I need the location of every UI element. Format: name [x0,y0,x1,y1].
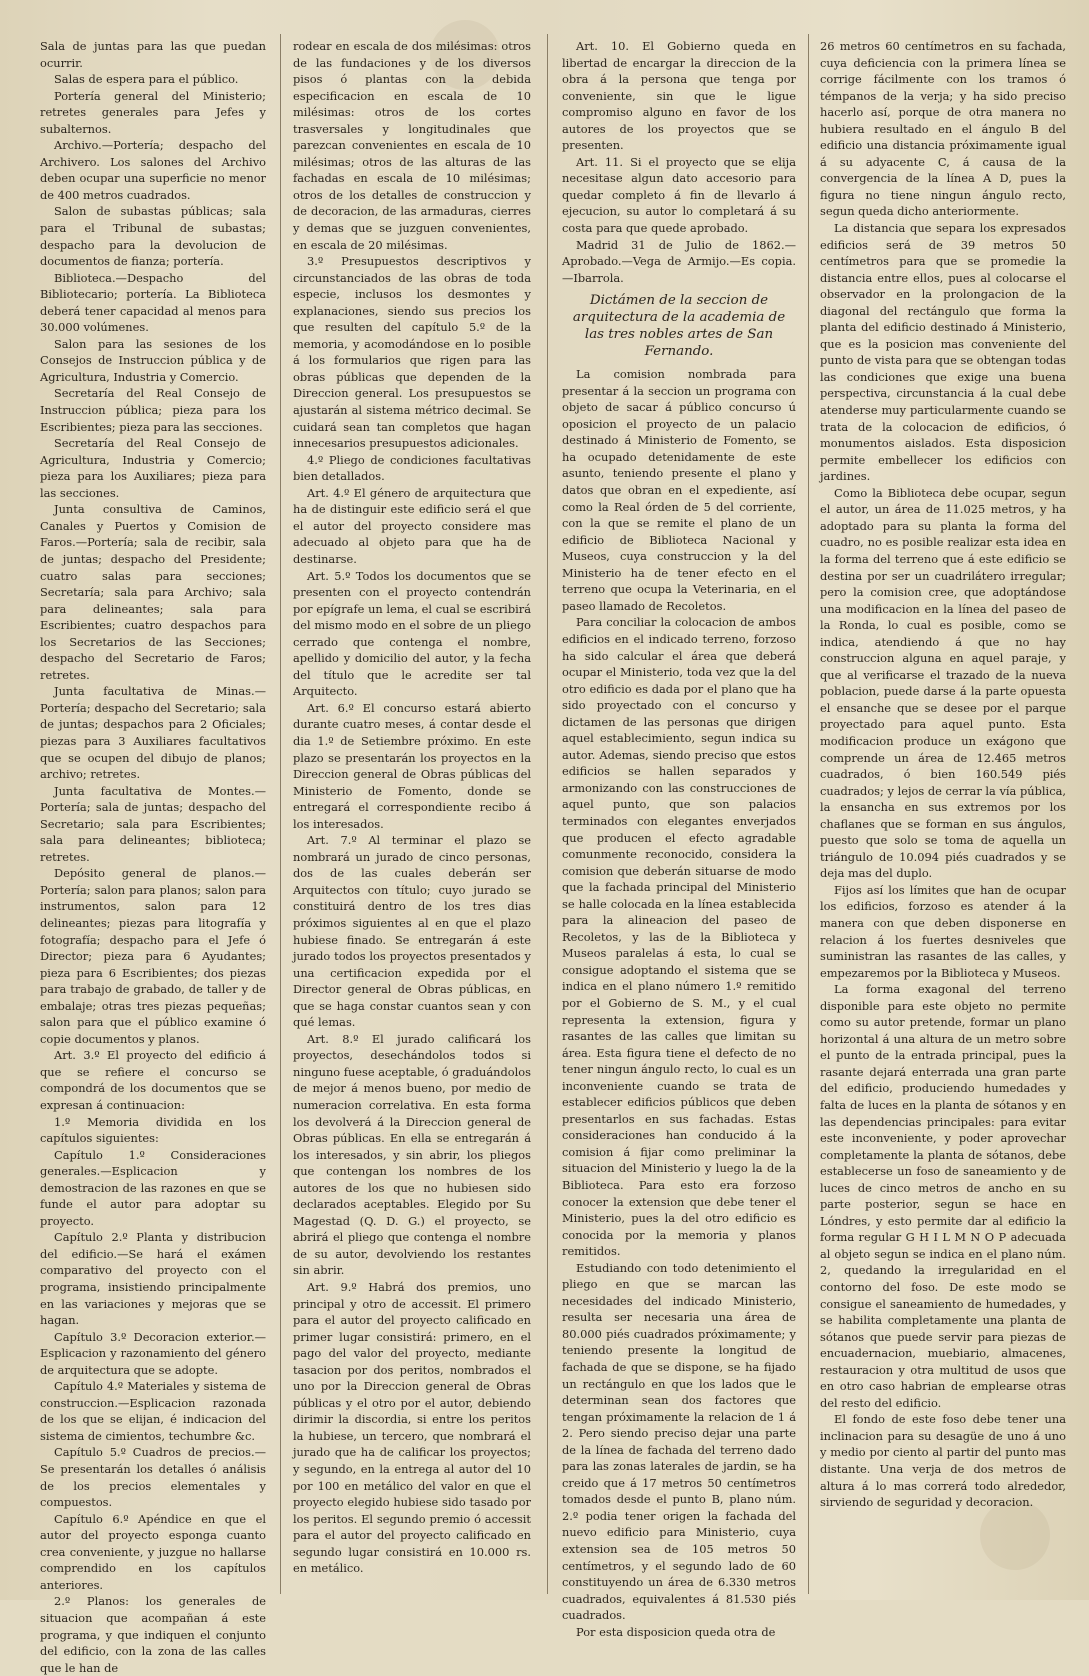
paragraph: La distancia que separa los expresados edificios será de 39 metros 50 centímetros para que se promedie la distancia entre ellos, pues al colocarse el observador en la prolongacion de la diagonal del rectángulo que forma la planta del edificio destinado á Ministerio, que es la posicion mas conveniente del punto de vista para que se obtengan todas las condiciones que exige una buena perspectiva, circunstancia á la cual debe atenderse muy particularmente cuando se trata de la colocacion de edificios, ó monumentos aislados. Esta disposicion permite embellecer los edificios con jardines. [820,221,1066,484]
paragraph: Sala de juntas para las que puedan ocurrir. [40,39,266,70]
paragraph: Secretaría del Real Consejo de Instruccion pública; pieza para los Escribientes; pieza para las secciones. [40,386,266,434]
column-rule [808,34,809,1594]
paragraph: Para conciliar la colocacion de ambos edificios en el indicado terreno, forzoso ha sido calcular el área que deberá ocupar el Ministerio, toda vez que la del otro edificio es dada por el plano que ha sido proyectado con el concurso y dictamen de las personas que dirigen aquel establecimiento, segun indica su autor. Ademas, siendo preciso que estos edificios se hallen separados y armonizando con las construcciones de aquel punto, que son palacios terminados con elegantes enverjados que producen el efecto agradable comunmente reconocido, considera la comision que deberán situarse de modo que la fachada principal del Ministerio se halle colocada en la línea establecida para la alineacion del paseo de Recoletos, y las de la Biblioteca y Museos paralelas á esta, lo cual se consigue adoptando el sistema que se indica en el plano número 1.º remitido por el Gobierno de S. M., y el cual representa la extension, figura y rasantes de las calles que limitan su área. Esta figura tiene el defecto de no tener ningun ángulo recto, lo cual es un inconveniente cuando se trata de establecer edificios públicos que deben presentarlos en sus fachadas. Estas consideraciones han conducido á la comision á fijar como preliminar la situacion del Ministerio y luego la de la Biblioteca. Para esto era forzoso conocer la extension que debe tener el Ministerio, pues la del otro edificio es conocida por la memoria y planos remitidos. [562,615,796,1259]
paragraph: Capítulo 5.º Cuadros de precios.—Se presentarán los detalles ó análisis de los precios elementales y compuestos. [40,1445,266,1510]
paragraph: Art. 10. El Gobierno queda en libertad de encargar la direccion de la obra á la persona que tenga por conveniente, sin que le ligue compromiso alguno en favor de los autores de los proyectos que se presenten. [562,39,796,153]
paragraph: Como la Biblioteca debe ocupar, segun el autor, un área de 11.025 metros, y ha adoptado para su planta la forma del cuadro, no es posible realizar esta idea en la forma del terreno que á este edificio se destina por ser un cuadrilátero irregular; pero la comision cree, que adoptándose una modificacion en la línea del paseo de la Ronda, lo cual es posible, como se indica, atendiendo á que no hay construccion alguna en aquel paraje, y que al verificarse el trazado de la nueva poblacion, puede darse á la parte opuesta el ensanche que se desee por el parque proyectado para aquel punto. Esta modificacion produce un exágono que comprende un área de 12.465 metros cuadrados, ó bien 160.549 piés cuadrados; y lejos de cerrar la vía pública, la ensancha en sus extremos por los chaflanes que se forman en sus ángulos, puesto que solo se toma de aquella un triángulo de 10.094 piés cuadrados y se deja mas del duplo. [820,485,1066,881]
paragraph: Madrid 31 de Julio de 1862.—Aprobado.—Vega de Armijo.—Es copia.—Ibarrola. [562,237,796,285]
column-2 [293,38,531,1594]
paragraph: Por esta disposicion queda otra de [576,1624,776,1639]
column-3-bottom [562,366,796,1640]
paragraph: Biblioteca.—Despacho del Bibliotecario; portería. La Biblioteca deberá tener capacidad al menos para 30.000 volúmenes. [40,270,266,335]
paragraph: Portería general del Ministerio; retretes generales para Jefes y subalternos. [40,88,266,136]
paragraph: 1.º Memoria dividida en los capítulos siguientes: [40,1114,266,1146]
paragraph: Art. 4.º El género de arquitectura que ha de distinguir este edificio será el que el autor del proyecto considere mas adecuado al objeto para que ha de destinarse. [293,485,531,566]
paragraph: 26 metros 60 centímetros en su fachada, cuya deficiencia con la primera línea se corrige fácilmente con los tramos ó témpanos de la verja; y ha sido preciso hacerlo así, porque de otra manera no hubiera resultado en el ángulo B del edificio una distancia próximamente igual á su adyacente C, á causa de la convergencia de la línea A D, pues la figura no tiene ningun ángulo recto, segun queda dicho anteriormente. [820,39,1066,219]
paragraph: La forma exagonal del terreno disponible para este objeto no permite como su autor pretende, formar un plano horizontal á una altura de un metro sobre el punto de la entrada principal, pues la rasante dejará enterrada una gran parte del edificio, produciendo humedades y falta de luces en la planta de sótanos y en las dependencias principales: para evitar este inconveniente, y poder aprovechar completamente la planta de sótanos, debe establecerse un foso de saneamiento y de luces de cinco metros de ancho en su parte posterior, segun se hace en Lóndres, y esto permite dar al edificio la forma regular G H I L M N O P adecuada al objeto segun se indica en el plano núm. 2, quedando la irregularidad en el contorno del foso. De este modo se consigue el saneamiento de humedades, y se habilita completamente una planta de sótanos que puede servir para piezas de encuadernacion, muebiario, almacenes, restauracion y otra multitud de usos que en otro caso habrian de emplearse otras del resto del edificio. [820,982,1066,1410]
paragraph: Junta consultiva de Caminos, Canales y Puertos y Comision de Faros.—Portería; sala de recibir, sala de juntas; despacho del Presidente; cuatro salas para secciones; Secretaría; sala para Archivo; sala para delineantes; sala para Escribientes; cuatro despachos para los Secretarios de las Secciones; despacho del Secretario de Faros; retretes. [40,502,266,682]
paragraph: Art. 7.º Al terminar el plazo se nombrará un jurado de cinco personas, dos de las cuales deberán ser Arquitectos con título; cuyo jurado se constituirá dentro de los tres dias próximos siguientes al en que el plazo hubiese finado. Se entregarán á este jurado todos los proyectos presentados y una certificacion expedida por el Director general de Obras públicas, en que se haga constar cuantos sean y con qué lemas. [293,833,531,1030]
column-3 [562,38,796,1639]
column-rule [280,34,281,1594]
paragraph: Capítulo 4.º Materiales y sistema de construccion.—Esplicacion razonada de los que se elijan, é indicacion del sistema de cimientos, techumbre &c. [40,1379,266,1443]
paragraph: Estudiando con todo detenimiento el pliego en que se marcan las necesidades del indicado Ministerio, resulta ser necesaria una área de 80.000 piés cuadrados próximamente; y teniendo presente la longitud de fachada de que se dispone, se ha fijado un rectángulo en que los lados que le determinan sean dos factores que tengan próximamente la relacion de 1 á 2. Pero siendo preciso dejar una parte de la línea de fachada del terreno dado para las zonas laterales de jardin, se ha creido que á 17 metros 50 centímetros tomados desde el punto B, plano núm. 2.º podia tener origen la fachada del nuevo edificio para Ministerio, cuya extension sea de 105 metros 50 centímetros, y el segundo lado de 60 constituyendo un área de 6.330 metros cuadrados, equivalentes á 81.530 piés cuadrados. [562,1260,796,1623]
column-1 [40,38,266,1675]
paragraph: Art. 6.º El concurso estará abierto durante cuatro meses, á contar desde el dia 1.º de Setiembre próximo. En este plazo se presentarán los proyectos en la Direccion general de Obras públicas del Ministerio de Fomento, donde se entregará el correspondiente recibo á los interesados. [293,700,531,831]
paragraph: Junta facultativa de Minas.—Portería; despacho del Secretario; sala de juntas; despachos para 2 Oficiales; piezas para 3 Auxiliares facultativos que se ocupen del dibujo de planos; archivo; retretes. [40,684,266,782]
paragraph: rodear en escala de dos milésimas: otros de las fundaciones y de los diversos pisos ó plantas con la debida especificacion en escala de 10 milésimas: otros de los cortes trasversales y longitudinales que parezcan convenientes en escala de 10 milésimas; otros de las alturas de las fachadas en escala de 10 milésimas; otros de los detalles de construccion y de decoracion, de las armaduras, cierres y demas que se juzguen convenientes, en escala de 20 milésimas. [293,39,531,252]
paragraph: Depósito general de planos.—Portería; salon para planos; salon para instrumentos, salon para 12 delineantes; piezas para litografía y fotografía; despacho para el Jefe ó Director; pieza para 6 Ayudantes; pieza para 6 Escribientes; dos piezas para trabajo de grabado, de taller y de embalaje; otras tres piezas pequeñas; salon para que el público examine ó copie documentos y planos. [40,866,266,1046]
paragraph: Capítulo 2.º Planta y distribucion del edificio.—Se hará el exámen comparativo del proyecto con el programa, insistiendo principalmente en las variaciones y mejoras que se hagan. [40,1230,266,1328]
paragraph: El fondo de este foso debe tener una inclinacion para su desagüe de uno á uno y medio por ciento al partir del punto mas distante. Una verja de dos metros de altura á lo mas correrá todo alrededor, sirviendo de seguridad y decoracion. [820,1412,1066,1510]
paragraph: Fijos así los límites que han de ocupar los edificios, forzoso es atender á la manera con que deben disponerse en relacion á los fuertes desniveles que suministran las rasantes de las calles, y empezaremos por la Biblioteca y Museos. [820,882,1066,980]
paragraph: Art. 11. Si el proyecto que se elija necesitase algun dato accesorio para quedar completo á fin de llevarlo á ejecucion, su autor lo completará á su costa para que quede aprobado. [562,154,796,236]
paragraph: Art. 8.º El jurado calificará los proyectos, desechándolos todos si ninguno fuese aceptable, ó graduándolos de mejor á menos bueno, por medio de numeracion correlativa. En esta forma los devolverá á la Direccion general de Obras públicas. En ella se entregarán á los interesados, y sin abrir, los pliegos que contengan los nombres de los autores de los que no hubiesen sido declarados aceptables. Elegido por Su Magestad (Q. D. G.) el proyecto, se abrirá el pliego que contenga el nombre de su autor, devolviendo los restantes sin abrir. [293,1031,532,1278]
paragraph: Secretaría del Real Consejo de Agricultura, Industria y Comercio; pieza para los Auxiliares; pieza para las secciones. [40,436,266,500]
paragraph: Capítulo 3.º Decoracion exterior.—Esplicacion y razonamiento del género de arquitectura que se adopte. [40,1329,266,1377]
column-4 [820,38,1066,1594]
paragraph: 4.º Pliego de condiciones facultativas bien detallados. [293,452,531,484]
report-heading: Dictámen de la seccion de arquitectura de la academia de las tres nobles artes de San Fernando. [572,293,786,360]
paragraph: Capítulo 1.º Consideraciones generales.—Esplicacion y demostracion de las razones en que se funde el autor para adoptar su proyecto. [40,1147,266,1228]
paragraph: Art. 9.º Habrá dos premios, uno principal y otro de accessit. El primero para el autor del proyecto calificado en primer lugar consistirá: primero, en el pago del valor del proyecto, mediante tasacion por dos peritos, nombrados el uno por la Direccion general de Obras públicas y el otro por el autor, debiendo dirimir la discordia, si entre los peritos la hubiese, un tercero, que nombrará el jurado que ha de calificar los proyectos; y segundo, en la entrega al autor del 10 por 100 en metálico del valor en que el proyecto elegido hubiese sido tasado por los peritos. El segundo premio ó accessit para el autor del proyecto calificado en segundo lugar consistirá en 10.000 rs. en metálico. [293,1280,531,1576]
paragraph: 3.º Presupuestos descriptivos y circunstanciados de las obras de toda especie, inclusos los desmontes y explanaciones, siendo sus precios los que resulten del capítulo 5.º de la memoria, y acomodándose en lo posible á los formularios que rigen para las obras públicas que dependen de la Direccion general. Los presupuestos se ajustarán al sistema métrico decimal. Se cuidará sean tan completos que hagan innecesarios presupuestos adicionales. [293,254,531,451]
paragraph: Salon de subastas públicas; sala para el Tribunal de subastas; despacho para la devolucion de documentos de fianza; portería. [40,204,266,269]
paragraph: La comision nombrada para presentar á la seccion un programa con objeto de sacar á público concurso ú oposicion el proyecto de un palacio destinado á Ministerio de Fomento, se ha ocupado detenidamente de este asunto, teniendo presente el plano y datos que obran en el expediente, así como la Real órden de 5 del corriente, con la que se remite el plano de un edificio de Biblioteca Nacional y Museos, cuya construccion y la del Ministerio ha de tener efecto en el terreno que ocupa la Veterinaria, en el paseo llamado de Recoletos. [562,367,796,613]
paragraph: Archivo.—Portería; despacho del Archivero. Los salones del Archivo deben ocupar una superficie no menor de 400 metros cuadrados. [40,138,266,202]
paragraph: Capítulo 6.º Apéndice en que el autor del proyecto esponga cuanto crea conveniente, y juzgue no hallarse comprendido en los capítulos anteriores. [40,1511,266,1592]
paragraph: Art. 5.º Todos los documentos que se presenten con el proyecto contendrán por epígrafe un lema, el cual se escribirá del mismo modo en el sobre de un pliego cerrado que contenga el nombre, apellido y domicilio del autor, y la fecha del título que le acredite ser tal Arquitecto. [293,568,531,699]
paragraph: Salas de espera para el público. [54,72,239,87]
column-rule [547,34,548,1594]
paragraph: 2.º Planos: los generales de situacion que acompañan á este programa, y que indiquen el conjunto del edificio, con la zona de las calles que le han de [40,1594,266,1675]
paragraph: Salon para las sesiones de los Consejos de Instruccion pública y de Agricultura, Industria y Comercio. [40,336,266,384]
paragraph: Art. 3.º El proyecto del edificio á que se refiere el concurso se compondrá de los documentos que se expresan á continuacion: [40,1048,266,1112]
column-3-top [562,38,796,286]
paragraph: Junta facultativa de Montes.—Portería; sala de juntas; despacho del Secretario; sala para Escribientes; sala para delineantes; biblioteca; retretes. [40,783,266,864]
